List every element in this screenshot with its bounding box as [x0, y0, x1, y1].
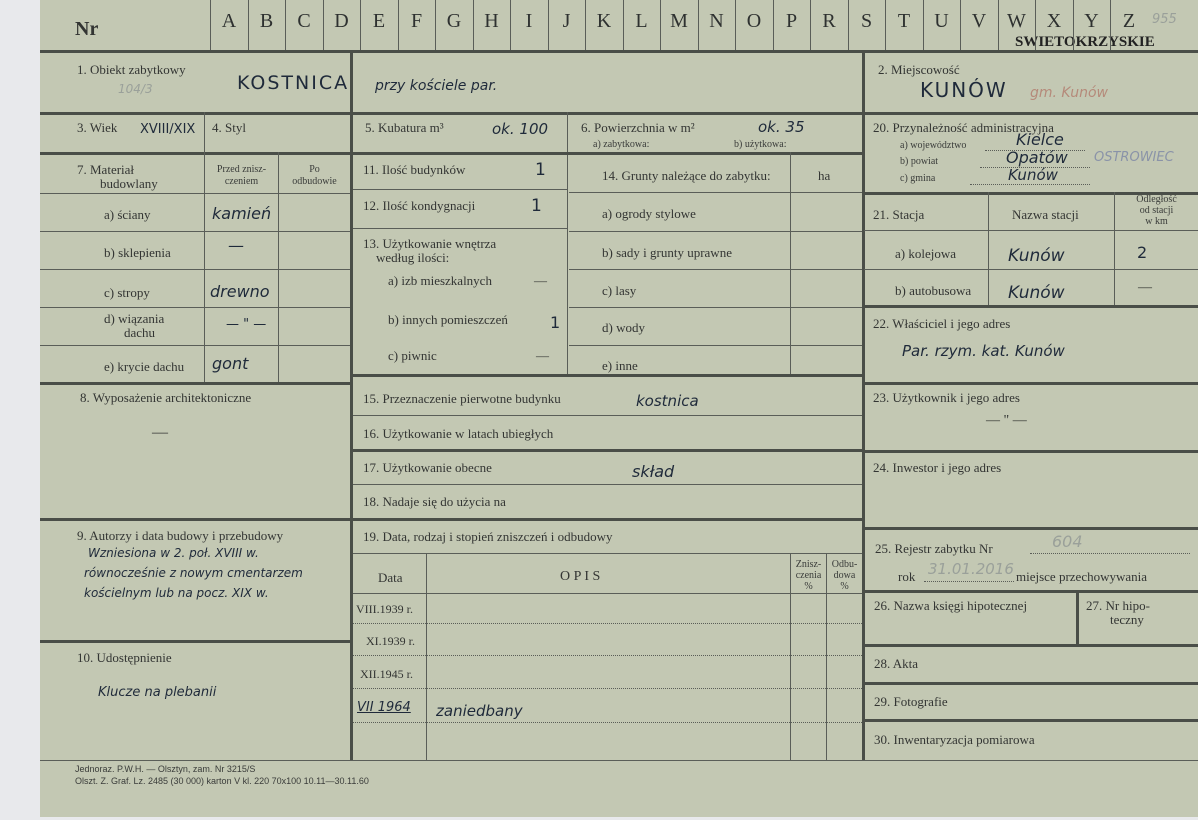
f17-value: skład — [632, 462, 675, 481]
letter-divider — [248, 0, 249, 50]
index-letter-g: G — [446, 10, 462, 32]
index-letter-z: Z — [1122, 10, 1136, 32]
index-letter-d: D — [334, 10, 349, 32]
f9-line-3: kościelnym lub na pocz. XIX w. — [84, 586, 269, 600]
f7-row-d-value: — " — — [226, 317, 267, 332]
f26-label: 26. Nazwa księgi hipotecznej — [874, 598, 1028, 613]
letter-divider — [923, 0, 924, 50]
f5-label: 5. Kubatura m³ — [365, 120, 444, 135]
f6-sub-b: b) użytkowa: — [734, 139, 787, 150]
f7-col-after-2: odbudowie — [292, 176, 337, 187]
letter-divider — [285, 0, 286, 50]
f13-a-label: a) izb mieszkalnych — [388, 273, 492, 288]
f11-value: 1 — [535, 160, 546, 180]
letter-divider — [548, 0, 549, 50]
footer-line-2: Olszt. Z. Graf. Lz. 2485 (30 000) karton V kl. 220 70x100 10.11—30.11.60 — [75, 776, 369, 786]
index-letter-c: C — [297, 10, 311, 32]
f25-rok-label: rok — [898, 569, 916, 584]
letter-divider — [510, 0, 511, 50]
f7-col-after-1: Po — [309, 164, 320, 175]
index-letter-w: W — [1007, 10, 1026, 32]
index-letter-k: K — [596, 10, 612, 32]
letter-divider — [435, 0, 436, 50]
index-letter-p: P — [785, 10, 798, 32]
f24-label: 24. Inwestor i jego adres — [873, 460, 1002, 475]
index-letter-h: H — [484, 10, 499, 32]
f11-label: 11. Ilość budynków — [363, 162, 466, 177]
f3-value: XVIII/XIX — [140, 122, 196, 137]
corner-number: 955 — [1152, 12, 1177, 27]
f20-b-value: Opatów — [1006, 148, 1068, 167]
inventory-card — [40, 0, 1198, 817]
f21-b-label: b) autobusowa — [895, 283, 972, 298]
f5-value: ok. 100 — [492, 120, 549, 138]
f17-label: 17. Użytkowanie obecne — [363, 460, 492, 475]
f21-b-dist: — — [1138, 280, 1152, 295]
f7-row-d-label: d) wiązania — [104, 311, 165, 326]
index-letter-f: F — [410, 10, 423, 32]
letter-divider — [660, 0, 661, 50]
f20-label: 20. Przynależność administracyjna — [873, 120, 1054, 135]
index-letter-r: R — [822, 10, 836, 32]
f20-a-label: a) województwo — [900, 140, 967, 151]
f23-value: — " — — [986, 413, 1027, 428]
region-stamp: SWIETOKRZYSKIE — [1015, 34, 1155, 50]
f7-col-before-1: Przed znisz- — [216, 164, 267, 175]
f19-col-z2: czenia — [795, 570, 822, 581]
f19-col-o2: dowa — [833, 570, 856, 581]
f20-c-label: c) gmina — [900, 173, 936, 184]
f29-label: 29. Fotografie — [874, 694, 948, 709]
f22-label: 22. Właściciel i jego adres — [873, 316, 1011, 331]
f7-row-d-label2: dachu — [124, 325, 156, 340]
f19-row-4-date: VII 1964 — [357, 700, 411, 715]
index-letter-j: J — [562, 10, 571, 32]
letter-divider — [623, 0, 624, 50]
f1-value: KOSTNICA — [237, 72, 350, 94]
f7-row-c-label: c) stropy — [104, 285, 150, 300]
f7-label-2: budowlany — [100, 176, 158, 191]
letter-divider — [1035, 0, 1036, 50]
f3-label: 3. Wiek — [77, 120, 118, 135]
index-letter-t: T — [897, 10, 911, 32]
f9-label: 9. Autorzy i data budowy i przebudowy — [77, 528, 284, 543]
f13-label2: według ilości: — [376, 250, 450, 265]
f7-label-1: 7. Materiał — [77, 162, 135, 177]
index-letter-i: I — [525, 10, 533, 32]
f19-row-3-date: XII.1945 r. — [360, 667, 413, 681]
f2-label: 2. Miejscowość — [878, 62, 960, 77]
f14-row-a: a) ogrody stylowe — [602, 206, 696, 221]
f15-label: 15. Przeznaczenie pierwotne budynku — [363, 391, 561, 406]
letter-divider — [1073, 0, 1074, 50]
f13-a-value: — — [534, 273, 547, 288]
index-letter-x: X — [1046, 10, 1062, 32]
letter-divider — [473, 0, 474, 50]
f21-a-dist: 2 — [1137, 243, 1148, 262]
index-letter-e: E — [372, 10, 386, 32]
f25-rok-value: 31.01.2016 — [928, 560, 1014, 578]
letter-divider — [323, 0, 324, 50]
f9-line-2: równocześnie z nowym cmentarzem — [84, 566, 303, 580]
f14-row-c: c) lasy — [602, 283, 637, 298]
f12-value: 1 — [531, 196, 542, 216]
index-letter-a: A — [221, 10, 237, 32]
index-letter-o: O — [746, 10, 762, 32]
f21-a-name: Kunów — [1008, 246, 1065, 266]
letter-divider — [398, 0, 399, 50]
f19-col-z-pct: % — [804, 581, 813, 592]
f25-miejsce-label: miejsce przechowywania — [1016, 569, 1148, 584]
f14-row-e: e) inne — [602, 358, 638, 373]
f27-label2: teczny — [1110, 612, 1144, 627]
letter-divider — [735, 0, 736, 50]
index-letter-l: L — [635, 10, 648, 32]
footer-line-1: Jednoraz. P.W.H. — Olsztyn, zam. Nr 3215/S — [75, 764, 256, 774]
letter-divider — [585, 0, 586, 50]
f22-value: Par. rzym. kat. Kunów — [902, 342, 1065, 360]
f2-value: KUNÓW — [920, 78, 1008, 102]
f7-row-e-value: gont — [212, 354, 249, 373]
f6-label: 6. Powierzchnia w m² — [581, 120, 695, 135]
f13-c-value: — — [536, 348, 549, 363]
f10-label: 10. Udostępnienie — [77, 650, 172, 665]
letter-divider — [810, 0, 811, 50]
f8-value: — — [152, 424, 168, 441]
f2-value-extra: gm. Kunów — [1030, 85, 1108, 101]
nr-label: Nr — [75, 18, 99, 40]
f20-b-extra: OSTROWIEC — [1094, 150, 1174, 165]
letter-divider — [210, 0, 211, 50]
letter-divider — [773, 0, 774, 50]
index-letter-m: M — [670, 10, 688, 32]
f14-unit: ha — [818, 168, 831, 183]
f1-label: 1. Obiekt zabytkowy — [77, 62, 186, 77]
f16-label: 16. Użytkowanie w latach ubiegłych — [363, 426, 554, 441]
f19-col-data: Data — [378, 570, 403, 585]
index-letter-v: V — [971, 10, 987, 32]
f21-col-dist-2: od stacji — [1139, 205, 1174, 216]
f19-row-2-date: XI.1939 r. — [366, 634, 415, 648]
f7-row-b-label: b) sklepienia — [104, 245, 171, 260]
f7-row-e-label: e) krycie dachu — [104, 359, 185, 374]
f7-row-c-value: drewno — [210, 282, 270, 301]
letter-divider — [960, 0, 961, 50]
f21-col-dist-3: w km — [1145, 216, 1168, 227]
letter-divider — [998, 0, 999, 50]
f7-row-b-value: — — [228, 236, 244, 255]
f7-row-a-value: kamień — [212, 204, 272, 223]
f1-small-note: 104/3 — [118, 82, 153, 96]
letter-divider — [848, 0, 849, 50]
index-letter-n: N — [709, 10, 724, 32]
f15-value: kostnica — [636, 392, 699, 410]
f13-label: 13. Użytkowanie wnętrza — [363, 236, 497, 251]
letter-divider — [885, 0, 886, 50]
f14-row-b: b) sady i grunty uprawne — [602, 245, 732, 260]
f13-b-label: b) innych pomieszczeń — [388, 312, 508, 327]
f25-nr-value: 604 — [1052, 532, 1083, 551]
f18-label: 18. Nadaje się do użycia na — [363, 494, 506, 509]
f20-c-value: Kunów — [1008, 166, 1058, 184]
f6-value: ok. 35 — [758, 118, 805, 136]
f21-a-label: a) kolejowa — [895, 246, 957, 261]
f8-label: 8. Wyposażenie architektoniczne — [80, 390, 252, 405]
f20-b-label: b) powiat — [900, 156, 939, 167]
f19-col-z1: Znisz- — [795, 559, 822, 570]
f4-label: 4. Styl — [212, 120, 246, 135]
f14-row-d: d) wody — [602, 320, 645, 335]
f30-label: 30. Inwentaryzacja pomiarowa — [874, 732, 1035, 747]
f12-label: 12. Ilość kondygnacji — [363, 198, 476, 213]
letter-divider — [360, 0, 361, 50]
f9-line-1: Wzniesiona w 2. poł. XVIII w. — [88, 546, 259, 560]
letter-divider — [1110, 0, 1111, 50]
f1-value-extra: przy kościele par. — [375, 78, 498, 94]
f14-label: 14. Grunty należące do zabytku: — [602, 168, 771, 183]
f27-label: 27. Nr hipo- — [1086, 598, 1150, 613]
f28-label: 28. Akta — [874, 656, 919, 671]
index-letter-u: U — [934, 10, 949, 32]
f6-sub-a: a) zabytkowa: — [593, 139, 650, 150]
f13-c-label: c) piwnic — [388, 348, 437, 363]
f19-row-4-desc: zaniedbany — [436, 702, 523, 720]
index-letter-y: Y — [1084, 10, 1099, 32]
f19-col-opis: O P I S — [560, 569, 601, 584]
f21-col-name: Nazwa stacji — [1012, 207, 1079, 222]
f21-b-name: Kunów — [1008, 283, 1065, 303]
f23-label: 23. Użytkownik i jego adres — [873, 390, 1020, 405]
f21-label: 21. Stacja — [873, 207, 925, 222]
f7-row-a-label: a) ściany — [104, 207, 151, 222]
f19-row-1-date: VIII.1939 r. — [356, 602, 413, 616]
index-letter-b: B — [259, 10, 274, 32]
f20-a-value: Kielce — [1016, 130, 1064, 149]
f19-label: 19. Data, rodzaj i stopień zniszczeń i odbudowy — [363, 529, 613, 544]
f25-label: 25. Rejestr zabytku Nr — [875, 541, 993, 556]
f21-col-dist-1: Odległość — [1136, 194, 1177, 205]
f13-b-value: 1 — [550, 313, 561, 332]
f7-col-before-2: czeniem — [224, 176, 259, 187]
f19-col-o-pct: % — [840, 581, 849, 592]
f19-col-o1: Odbu- — [831, 559, 858, 570]
f10-value: Klucze na plebanii — [98, 685, 217, 700]
index-letter-s: S — [860, 10, 873, 32]
letter-divider — [698, 0, 699, 50]
